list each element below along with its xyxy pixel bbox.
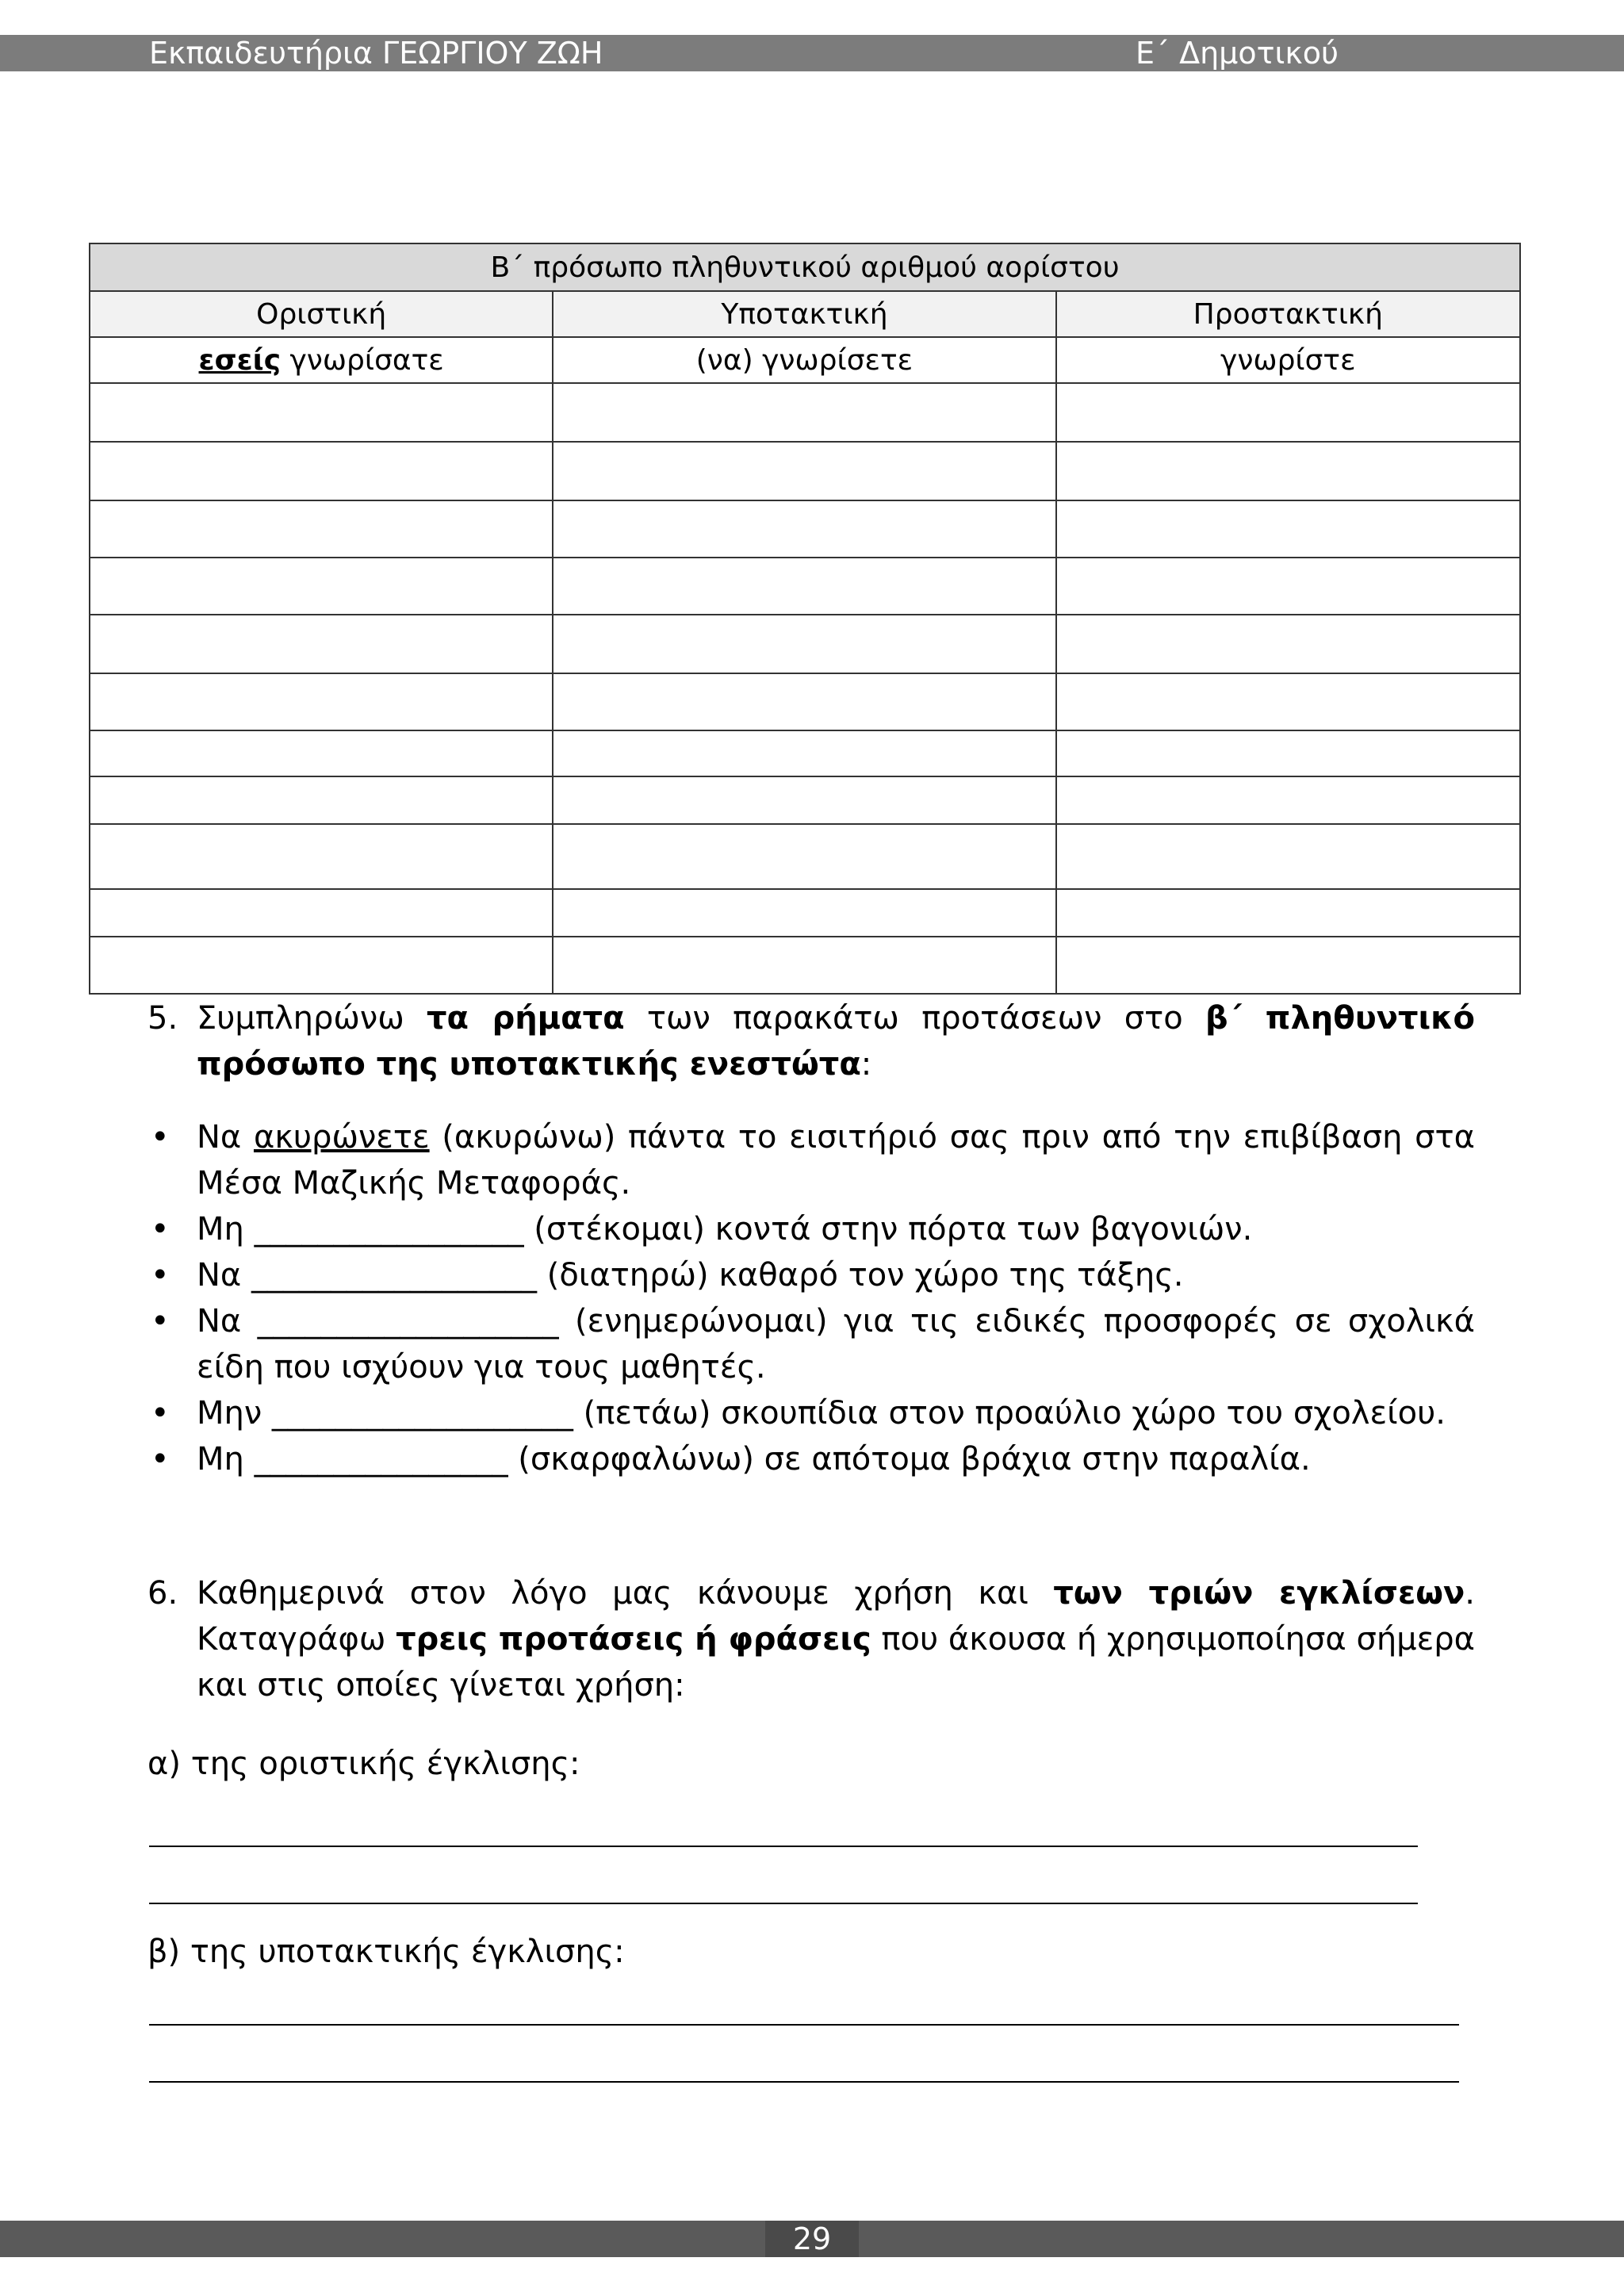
bullet-icon: • [151,1303,170,1340]
subquestion-a: α) της οριστικής έγκλισης: [147,1746,580,1782]
blank-row [90,500,1520,558]
header-imperative: Προστακτική [1056,291,1520,337]
question-5: 5. Συμπληρώνω τα ρήματα των παρακάτω προτάσεων στο β΄ πληθυντικό πρόσωπο της υποτακτικής ενεστώτα: [197,995,1475,1087]
pronoun: εσείς [198,343,282,377]
blank-row [90,558,1520,615]
example-indicative: εσείς γνωρίσατε [90,337,553,383]
example-imperative: γνωρίστε [1056,337,1520,383]
answer-blank[interactable]: ___________________ [257,1303,559,1340]
school-name: Εκπαιδευτήρια ΓΕΩΡΓΙΟΥ ΖΩΗ [149,36,603,71]
answer-line[interactable] [149,2024,1459,2026]
blank-row [90,615,1520,673]
blank-row [90,937,1520,994]
answer-blank[interactable]: ___________________ [271,1395,573,1432]
answer-blank[interactable]: __________________ [251,1257,538,1294]
list-item: • Να ακυρώνετε (ακυρώνω) πάντα το εισιτήριό σας πριν από την επιβίβαση στα Μέσα Μαζικής Μεταφοράς. [197,1114,1475,1206]
table-title: Β΄ πρόσωπο πληθυντικού αριθμού αορίστου [90,243,1520,291]
grade-label: Ε΄ Δημοτικού [1136,36,1339,71]
answer-line[interactable] [149,2081,1459,2083]
answer-line[interactable] [149,1903,1418,1904]
page-number: 29 [765,2221,859,2257]
page-header [0,35,1624,71]
page-footer [0,2221,1624,2257]
bullet-icon: • [151,1441,170,1478]
blank-row [90,776,1520,824]
bullet-icon: • [151,1395,170,1432]
header-subjunctive: Υποτακτική [553,291,1055,337]
answer-blank[interactable]: _________________ [254,1211,524,1248]
header-indicative: Οριστική [90,291,553,337]
subquestion-b: β) της υποτακτικής έγκλισης: [147,1934,625,1970]
example-subjunctive: (να) γνωρίσετε [553,337,1055,383]
question-5-items [151,1114,1475,1482]
list-item: • Να ___________________ (ενημερώνομαι) για τις ειδικές προσφορές σε σχολικά είδη που ισχύουν για τους μαθητές. [197,1298,1475,1390]
question-6: 6. Καθημερινά στον λόγο μας κάνουμε χρήση και των τριών εγκλίσεων. Καταγράφω τρεις προτάσεις ή φράσεις που άκουσα ή χρησιμοποίησα σήμερα και στις οποίες γίνεται χρήση: [197,1570,1475,1708]
example-answer: ακυρώνετε [253,1119,430,1156]
question-number: 5. [147,1000,178,1037]
list-item: • Μη _________________ (στέκομαι) κοντά στην πόρτα των βαγονιών. [197,1206,1475,1252]
blank-row [90,442,1520,500]
blank-row [90,383,1520,442]
blank-row [90,824,1520,889]
bullet-icon: • [151,1257,170,1294]
list-item: • Να __________________ (διατηρώ) καθαρό τον χώρο της τάξης. [197,1252,1475,1298]
list-item: • Μην ___________________ (πετάω) σκουπίδια στον προαύλιο χώρο του σχολείου. [197,1390,1475,1436]
blank-row [90,730,1520,776]
question-number: 6. [147,1575,178,1612]
blank-row [90,889,1520,937]
conjugation-table [89,243,1521,995]
bullet-icon: • [151,1211,170,1248]
answer-line[interactable] [149,1846,1418,1847]
bullet-icon: • [151,1119,170,1156]
answer-blank[interactable]: ________________ [254,1441,508,1478]
list-item: • Μη ________________ (σκαρφαλώνω) σε απότομα βράχια στην παραλία. [197,1436,1475,1482]
blank-row [90,673,1520,730]
